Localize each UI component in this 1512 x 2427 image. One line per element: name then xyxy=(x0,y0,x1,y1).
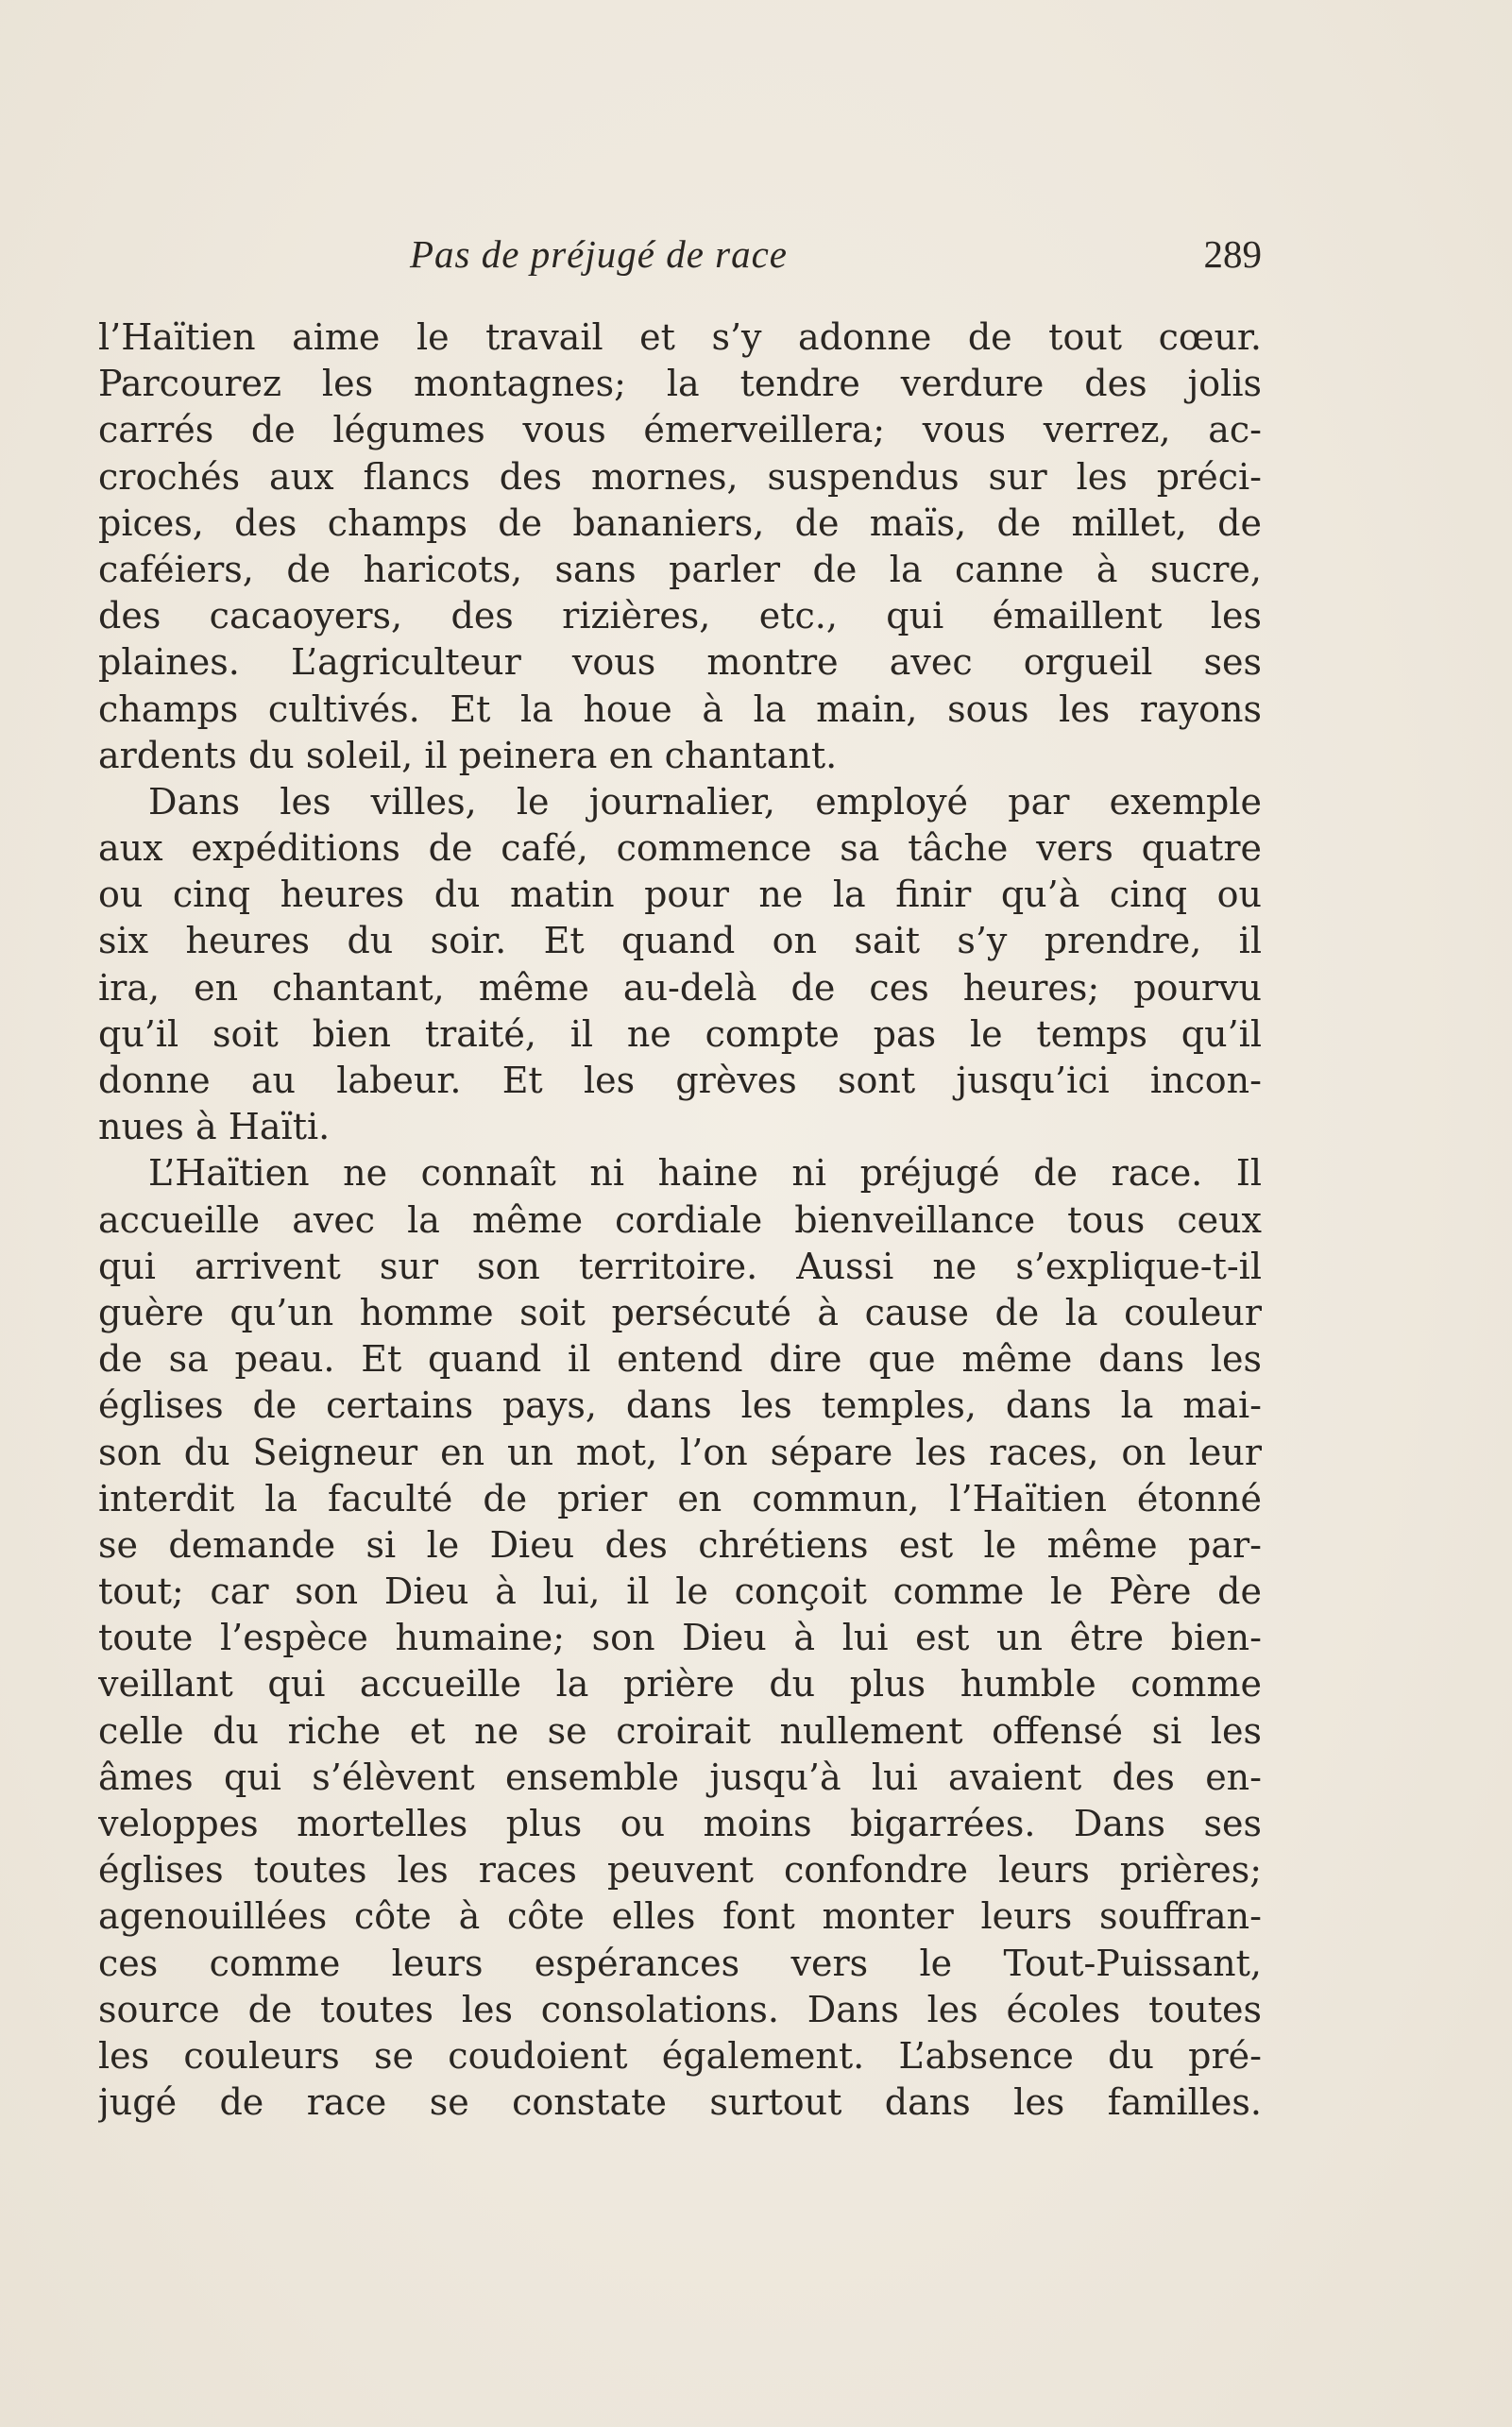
text-line: accueille avec la même cordiale bienveillance tous ceux xyxy=(98,1198,1262,1241)
text-line: de sa peau. Et quand il entend dire que même dans les xyxy=(98,1338,1262,1381)
text-line: champs cultivés. Et la houe à la main, sous les rayons xyxy=(98,687,1262,730)
text-line: guère qu’un homme soit persécuté à cause de la couleur xyxy=(98,1291,1262,1333)
text-line: des cacaoyers, des rizières, etc., qui émaillent les xyxy=(98,595,1262,637)
text-line: carrés de légumes vous émerveillera; vous verrez, ac- xyxy=(98,409,1262,451)
text-line: plaines. L’agriculteur vous montre avec orgueil ses xyxy=(98,641,1262,684)
text-line: veloppes mortelles plus ou moins bigarrées. Dans ses xyxy=(98,1803,1262,1844)
text-line: agenouillées côte à côte elles font monter leurs souffran- xyxy=(98,1895,1262,1938)
text-line: caféiers, de haricots, sans parler de la canne à sucre, xyxy=(98,548,1262,590)
text-line: se demande si le Dieu des chrétiens est le même par- xyxy=(98,1523,1262,1566)
text-line: qu’il soit bien traité, il ne compte pas le temps qu’il xyxy=(98,1012,1262,1055)
text-line: ardents du soleil, il peinera en chantant. xyxy=(98,734,838,776)
text-line: églises de certains pays, dans les temples, dans la mai- xyxy=(98,1384,1262,1427)
text-line: les couleurs se coudoient également. L’absence du pré- xyxy=(98,2034,1262,2077)
text-line: qui arrivent sur son territoire. Aussi ne s’explique-t-il xyxy=(98,1245,1262,1287)
text-line: ira, en chantant, même au-delà de ces heures; pourvu xyxy=(98,966,1262,1009)
text-line: nues à Haïti. xyxy=(98,1106,331,1148)
text-line: Parcourez les montagnes; la tendre verdure des jolis xyxy=(98,363,1262,405)
text-line: celle du riche et ne se croirait nullement offensé si les xyxy=(98,1709,1262,1752)
text-line: aux expéditions de café, commence sa tâche vers quatre xyxy=(98,827,1262,870)
text-line: L’Haïtien ne connaît ni haine ni préjugé de race. Il xyxy=(148,1152,1262,1195)
text-line: tout; car son Dieu à lui, il le conçoit comme le Père de xyxy=(98,1570,1262,1613)
text-line: âmes qui s’élèvent ensemble jusqu’à lui avaient des en- xyxy=(98,1756,1262,1798)
text-line: jugé de race se constate surtout dans les familles. xyxy=(98,2081,1262,2124)
running-head xyxy=(98,231,1262,288)
page-number: 289 xyxy=(1203,232,1262,276)
text-line: pices, des champs de bananiers, de maïs, de millet, de xyxy=(98,501,1262,544)
text-line: six heures du soir. Et quand on sait s’y prendre, il xyxy=(98,920,1262,962)
text-line: ces comme leurs espérances vers le Tout-Puissant, xyxy=(98,1942,1262,1984)
text-line: Dans les villes, le journalier, employé par exemple xyxy=(148,780,1262,823)
text-line: veillant qui accueille la prière du plus humble comme xyxy=(98,1663,1262,1706)
text-line: crochés aux flancs des mornes, suspendus sur les préci- xyxy=(98,455,1262,498)
text-line: toute l’espèce humaine; son Dieu à lui est un être bien- xyxy=(98,1617,1262,1659)
text-line: source de toutes les consolations. Dans les écoles toutes xyxy=(98,1988,1262,2030)
text-line: donne au labeur. Et les grèves sont jusqu’ici incon- xyxy=(98,1060,1262,1101)
text-line: interdit la faculté de prier en commun, l’Haïtien étonné xyxy=(98,1477,1262,1519)
text-line: ou cinq heures du matin pour ne la finir qu’à cinq ou xyxy=(98,874,1262,916)
text-line: son du Seigneur en un mot, l’on sépare les races, on leur xyxy=(98,1431,1262,1473)
text-line: l’Haïtien aime le travail et s’y adonne de tout cœur. xyxy=(98,316,1262,358)
running-title: Pas de préjugé de race xyxy=(410,232,788,276)
body-text xyxy=(98,314,1262,2126)
text-line: églises toutes les races peuvent confondre leurs prières; xyxy=(98,1849,1262,1892)
